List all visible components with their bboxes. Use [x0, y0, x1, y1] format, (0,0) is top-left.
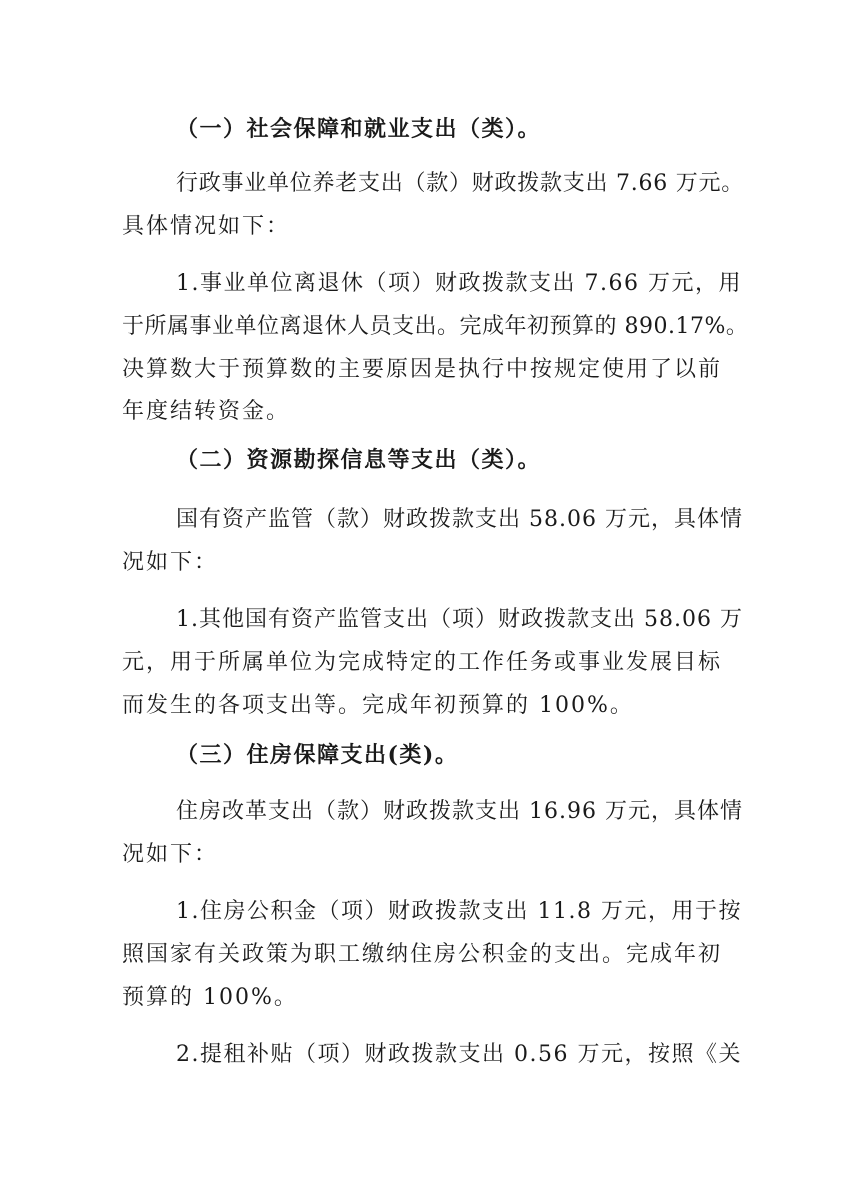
list-item-line: 决算数大于预算数的主要原因是执行中按规定使用了以前 — [122, 357, 723, 382]
list-item-line: 1.事业单位离退休（项）财政拨款支出 7.66 万元，用 — [176, 271, 742, 296]
paragraph-line: 住房改革支出（款）财政拨款支出 16.96 万元，具体情 — [176, 799, 743, 824]
list-item-line: 年度结转资金。 — [122, 399, 291, 424]
list-item-line: 而发生的各项支出等。完成年初预算的 100%。 — [122, 693, 634, 718]
list-item-line: 1.其他国有资产监管支出（项）财政拨款支出 58.06 万 — [176, 607, 743, 632]
paragraph-line: 国有资产监管（款）财政拨款支出 58.06 万元，具体情 — [176, 507, 743, 532]
list-item-line: 元，用于所属单位为完成特定的工作任务或事业发展目标 — [122, 650, 723, 675]
paragraph-line: 况如下： — [122, 842, 219, 867]
list-item-line: 1.住房公积金（项）财政拨款支出 11.8 万元，用于按 — [176, 899, 742, 924]
paragraph-line: 况如下： — [122, 550, 219, 575]
section-heading-housing: （三）住房保障支出(类)。 — [176, 742, 459, 768]
list-item-line: 照国家有关政策为职工缴纳住房公积金的支出。完成年初 — [122, 942, 723, 967]
paragraph-line: 行政事业单位养老支出（款）财政拨款支出 7.66 万元。 — [176, 171, 744, 196]
paragraph-line: 具体情况如下： — [122, 214, 291, 239]
section-heading-resource-exploration: （二）资源勘探信息等支出（类）。 — [176, 447, 542, 473]
list-item-line: 于所属事业单位离退休人员支出。完成年初预算的 890.17%。 — [122, 314, 749, 339]
section-heading-social-security: （一）社会保障和就业支出（类）。 — [176, 116, 542, 142]
list-item-line: 预算的 100%。 — [122, 985, 298, 1010]
list-item-line: 2.提租补贴（项）财政拨款支出 0.56 万元，按照《关 — [176, 1042, 742, 1067]
